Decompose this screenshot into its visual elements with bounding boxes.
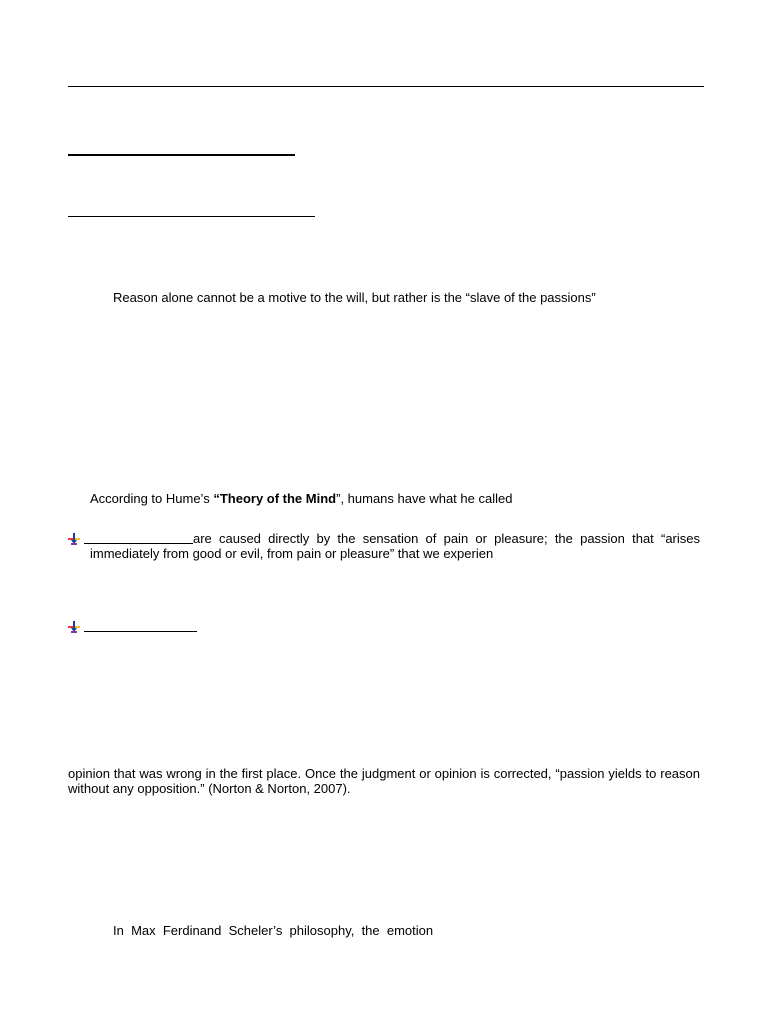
bullet1-text: are caused directly by the sensation of pain or pleasure; the passion that “arises immediately from good or evil, from pain or pleasure” that we experien [90, 531, 700, 561]
hume-paragraph [90, 491, 512, 506]
theory-of-mind-bold: “Theory of the Mind [213, 491, 337, 506]
scheler-paragraph: In Max Ferdinand Scheler’s philosophy, the emotion [113, 923, 434, 938]
subtitle-blank-line [68, 216, 315, 217]
hume-suffix: ”, humans have what he called [336, 491, 513, 506]
hume-prefix: According to Hume’s [90, 491, 214, 506]
bullet2-blank-line [84, 631, 197, 632]
bullet-arrow-icon [68, 621, 80, 633]
reason-paragraph: Reason alone cannot be a motive to the will, but rather is the “slave of the passions” [113, 290, 596, 305]
bullet1-paragraph [90, 531, 700, 561]
bullet-arrow-icon [68, 533, 80, 545]
title-blank-line [68, 154, 295, 156]
opinion-paragraph: opinion that was wrong in the first place. Once the judgment or opinion is corrected, “passion yields to reason without any opposition.” (Norton & Norton, 2007). [68, 766, 700, 796]
top-divider [68, 86, 704, 87]
